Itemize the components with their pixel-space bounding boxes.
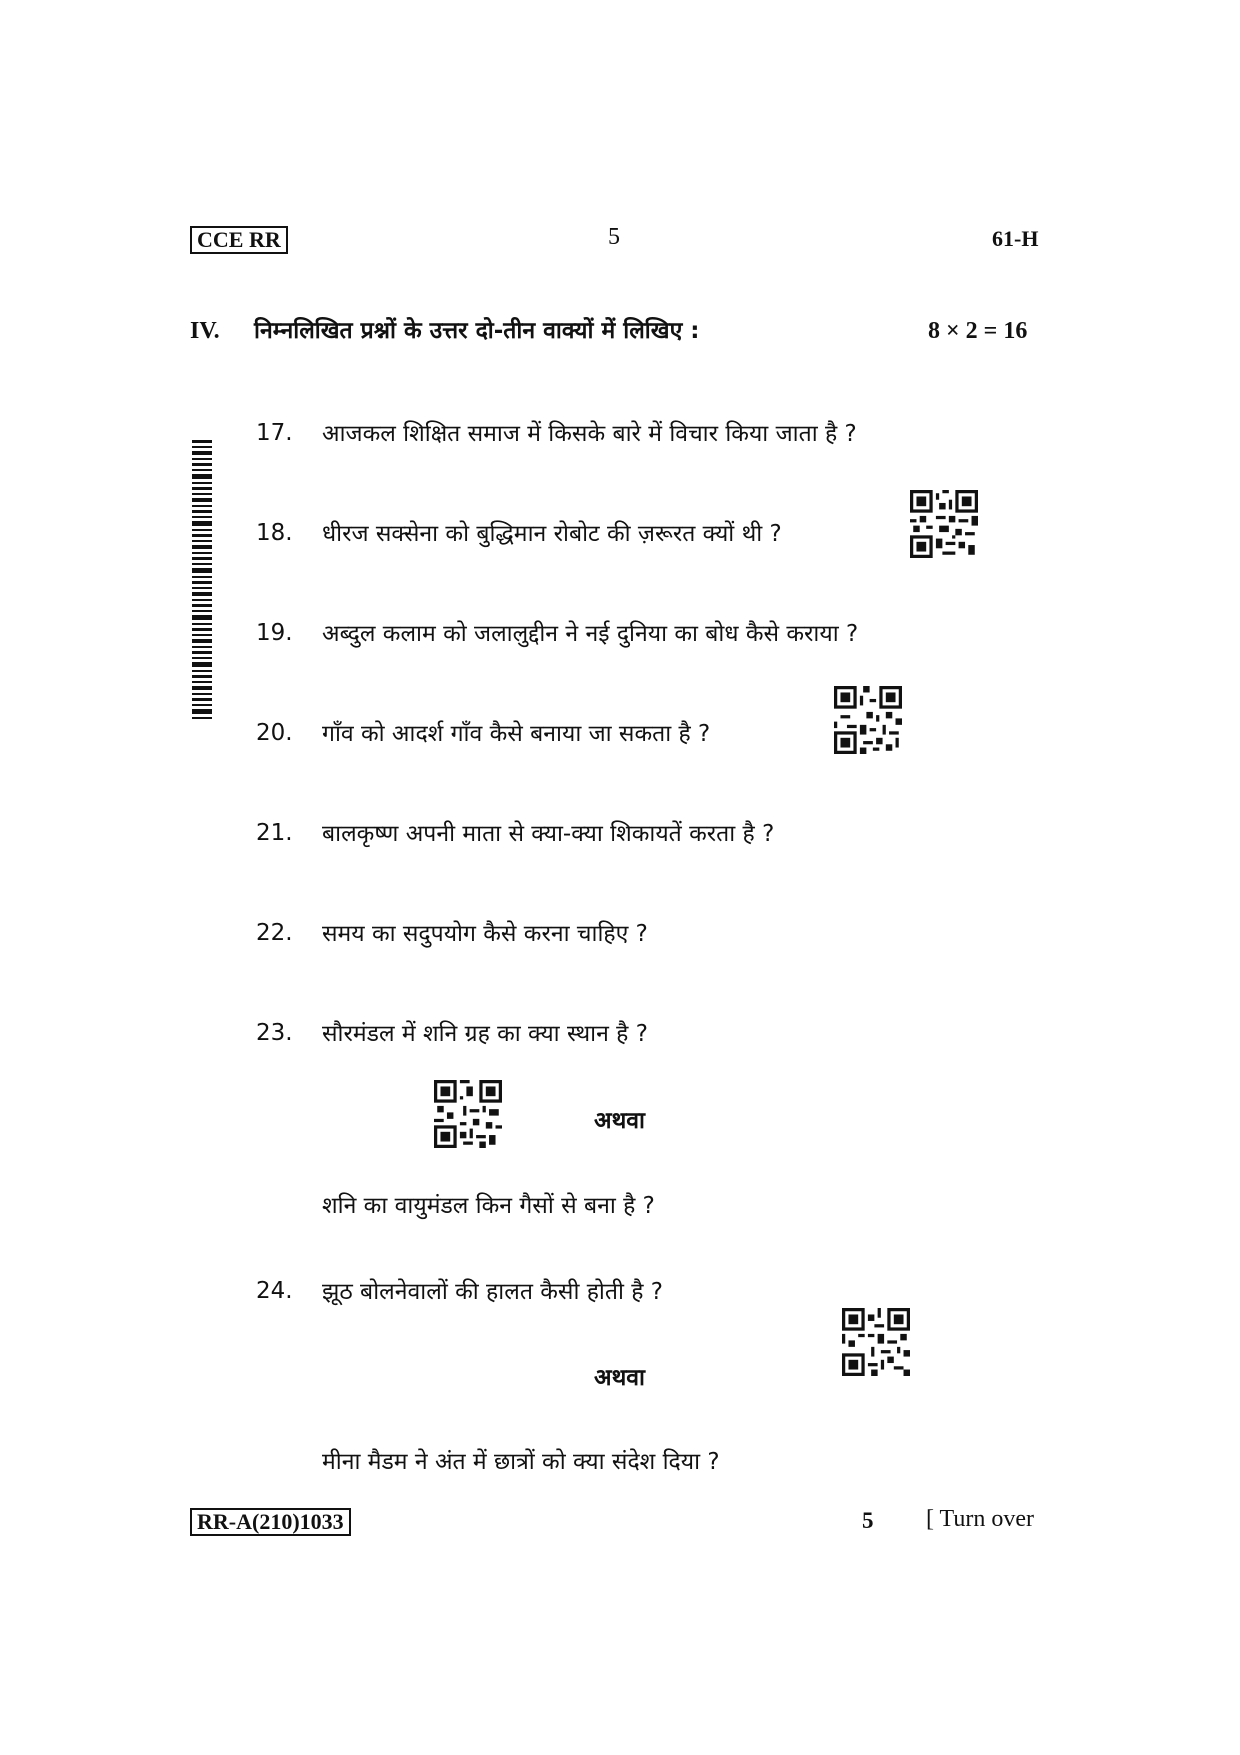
question-24-text: झूठ बोलनेवालों की हालत कैसी होती है ? [322, 1279, 663, 1305]
section-marks: 8 × 2 = 16 [928, 318, 1028, 344]
paper-code-right: 61-H [992, 226, 1039, 251]
qr-code-icon [910, 490, 978, 558]
question-24-alt-text: मीना मैडम ने अंत में छात्रों को क्या संदेश दिया ? [322, 1449, 720, 1475]
section-numeral: IV. [190, 318, 220, 344]
turn-over-note: [ Turn over [926, 1506, 1035, 1532]
question-23-or-label: अथवा [594, 1108, 646, 1134]
question-20-text: गाँव को आदर्श गाँव कैसे बनाया जा सकता है ? [322, 721, 711, 747]
qr-code-icon [834, 686, 902, 754]
barcode-icon [192, 440, 212, 722]
question-19-number: 19. [256, 620, 293, 646]
question-21-number: 21. [256, 820, 293, 846]
paper-code-footer: RR-A(210)1033 [190, 1508, 351, 1536]
question-18-text: धीरज सक्सेना को बुद्धिमान रोबोट की ज़रूरत क्यों थी ? [322, 521, 782, 547]
question-20-number: 20. [256, 720, 293, 746]
header-page-number: 5 [608, 224, 620, 250]
qr-code-icon [842, 1308, 910, 1376]
question-17-text: आजकल शिक्षित समाज में किसके बारे में विचार किया जाता है ? [322, 421, 857, 447]
footer-page-number: 5 [862, 1508, 874, 1533]
question-23-text: सौरमंडल में शनि ग्रह का क्या स्थान है ? [322, 1021, 648, 1047]
question-22-text: समय का सदुपयोग कैसे करना चाहिए ? [322, 921, 648, 947]
question-24-number: 24. [256, 1278, 293, 1304]
question-17-number: 17. [256, 420, 293, 446]
question-19-text: अब्दुल कलाम को जलालुद्दीन ने नई दुनिया का बोध कैसे कराया ? [322, 621, 859, 647]
question-23-alt-text: शनि का वायुमंडल किन गैसों से बना है ? [322, 1193, 655, 1219]
question-22-number: 22. [256, 920, 293, 946]
question-21-text: बालकृष्ण अपनी माता से क्या-क्या शिकायतें करता है ? [322, 821, 775, 847]
qr-code-icon [434, 1080, 502, 1148]
question-23-number: 23. [256, 1020, 293, 1046]
paper-code-left: CCE RR [190, 226, 288, 254]
section-instruction: निम्नलिखित प्रश्नों के उत्तर दो-तीन वाक्यों में लिखिए : [254, 318, 700, 344]
question-18-number: 18. [256, 520, 293, 546]
question-24-or-label: अथवा [594, 1365, 646, 1391]
